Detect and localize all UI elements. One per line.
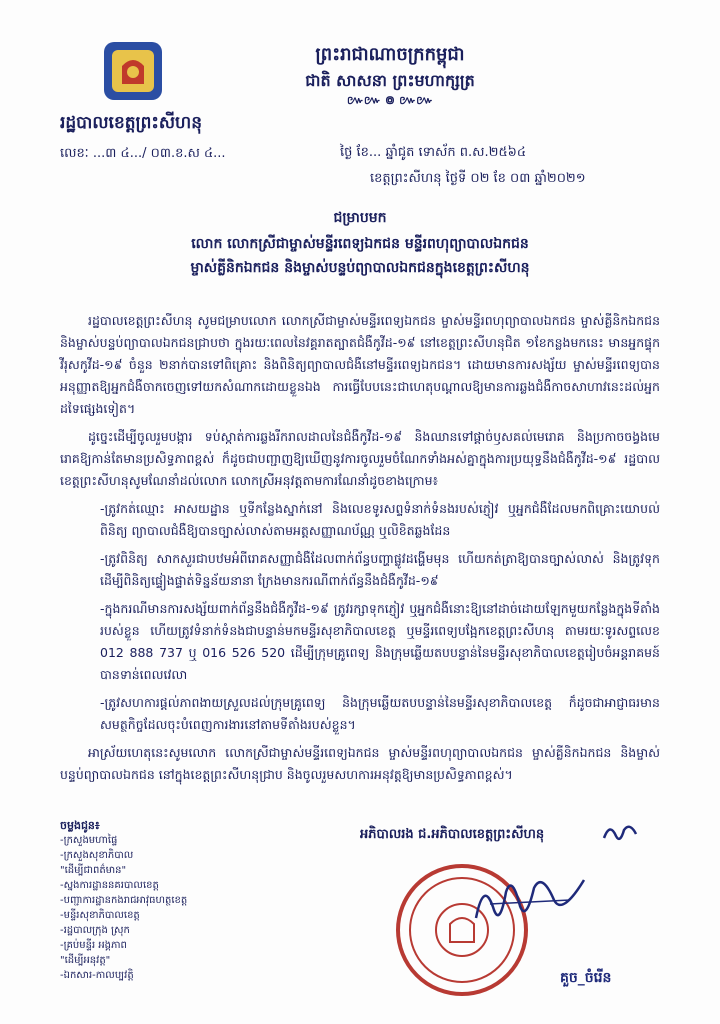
- cc-item: "ដើម្បីជាពត៌មាន": [60, 865, 127, 876]
- lunar-date: [340, 144, 526, 163]
- signer-name: គួច_ចំរើន: [560, 970, 612, 986]
- addressee-block: [60, 232, 660, 280]
- cc-item: -ក្រសួងសុខាភិបាល: [60, 850, 134, 861]
- instruction-item: -ត្រូវពិនិត្យ សាកសួរជាបឋមអំពីរោគសញ្ញាជំងឺដែលពាក់ព័ន្ធបញ្ហាផ្លូវដង្ហើមមុន ហើយកត់ត្រាឱ្យបានច្បាស់លាស់ និងត្រូវទុកដើម្បីពិនិត្យផ្ទៀងផ្ទាត់ទិន្នន័យនានា ក្រែងមានករណីពាក់ព័ន្ធនឹងជំងឺកូវីដ-១៩: [100, 551, 660, 588]
- handwritten-signature-icon: [470, 870, 590, 930]
- solar-date: ខេត្តព្រះសីហនុ ថ្ងៃទី ០២ ខែ ០៣ ឆ្នាំ២០២១: [370, 171, 586, 186]
- cc-item: -បញ្ជាការដ្ឋានកងរាជអាវុធហត្ថខេត្ត: [60, 895, 188, 906]
- closing-paragraph: អាស្រ័យហេតុនេះសូមលោក លោកស្រីជាម្ចាស់មន្ទីរពេទ្យឯកជន ម្ចាស់មន្ទីរពហុព្យាបាលឯកជន ម្ចាស់គ្លីនិកឯកជន និងម្ចាស់បន្ទប់ព្យាបាលឯកជន នៅក្នុងខេត្តព្រះសីហនុជ្រាប និងចូលរួមសហការអនុវត្តឱ្យមានប្រសិទ្ធភាពខ្ពស់។: [60, 745, 660, 782]
- lunar-date-mid: ខែ...: [356, 145, 382, 160]
- instruction-item: -ក្នុងករណីមានការសង្ស័យពាក់ព័ន្ធនឹងជំងឺកូវីដ-១៩ ត្រូវរក្សាទុកភ្ញៀវ ឬអ្នកជំងឺនោះឱ្យនៅដាច់ដោយឡែកមួយកន្លែងក្នុងទីតាំងរបស់ខ្លួន ហើយត្រូវទំនាក់ទំនងជាបន្ទាន់មកមន្ទីរសុខាភិបាលខេត្ត ឬមន្ទីរពេទ្យបង្អែកខេត្តព្រះសីហនុ តាមរយៈទូរសព្ទលេខ 012 888 737 ឬ 016 526 520 ដើម្បីក្រុមគ្រូពេទ្យ និងក្រុមឆ្លើយតបបន្ទាន់នៃមន្ទីរសុខាភិបាលខេត្តរៀបចំអន្តរាគមន៍បានទាន់ពេលវេលា: [100, 601, 660, 682]
- cc-list: [60, 818, 187, 983]
- addressee-line-1: លោក លោកស្រីជាម្ចាស់មន្ទីរពេទ្យឯកជន មន្ទីរពហុព្យាបាលឯកជន: [191, 236, 529, 252]
- letter-body: [60, 310, 660, 792]
- lunar-date-year: ឆ្នាំជូត ទោស័ក ព.ស.២៥៦៤: [385, 145, 527, 160]
- issuing-organization: រដ្ឋបាលខេត្តព្រះសីហនុ: [60, 113, 203, 133]
- instruction-item: -ត្រូវកត់ឈ្មោះ អាសយដ្ឋាន ឬទីកន្លែងស្នាក់នៅ និងលេខទូរសព្ទទំនាក់ទំនងរបស់ភ្ញៀវ ឬអ្នកជំងឺដែលមកពិគ្រោះយោបល់ ពិនិត្យ ព្យាបាលជំងឺឱ្យបានច្បាស់លាស់តាមអត្តសញ្ញាណប័ណ្ណ ឬលិខិតឆ្លងដែន: [100, 501, 660, 538]
- signer-title: អភិបាលរង ជ.អភិបាលខេត្តព្រះសីហនុ: [360, 827, 545, 842]
- kingdom-title: ព្រះរាជាណាចក្រកម្ពុជា: [315, 44, 465, 65]
- body-paragraph: ដូច្នេះដើម្បីចូលរួមបង្ការ ទប់ស្កាត់ការឆ្លងរីករាលដាលនៃជំងឺកូវីដ-១៩ និងឈានទៅផ្តាច់ឫសគល់មេរោគ និងប្រកាចចង្វងមេរោគឱ្យកាន់តែមានប្រសិទ្ធភាពខ្ពស់ ក៏ដូចជាបញ្ជាញឱ្យឃើញនូវការចូលរួមចំណែកទាំងអស់គ្នាក្នុងការប្រយុទ្ធនឹងជំងឺកូវីដ-១៩ រដ្ឋបាលខេត្តព្រះសីហនុសូមណែនាំដល់លោក លោកស្រីអនុវត្តតាមការណែនាំដូចខាងក្រោម៖: [60, 429, 660, 488]
- national-motto: ជាតិ សាសនា ព្រះមហាក្សត្រ: [305, 71, 475, 90]
- handwritten-mark-icon: [600, 820, 640, 846]
- provincial-logo-icon: [100, 38, 166, 104]
- cc-item: -ស្នងការដ្ឋាននគរបាលខេត្ត: [60, 880, 159, 891]
- reference-value: ...៣ ៤.../ ០៣.ខ.ស ៤...: [92, 146, 226, 161]
- reference-label: លេខៈ: [60, 146, 89, 161]
- body-paragraph: រដ្ឋបាលខេត្តព្រះសីហនុ សូមជម្រាបលោក លោកស្រីជាម្ចាស់មន្ទីរពេទ្យឯកជន ម្ចាស់មន្ទីរពហុព្យាបាលឯកជន ម្ចាស់គ្លីនិកឯកជន និងម្ចាស់បន្ទប់ព្យាបាលឯកជនជ្រាបថា ក្នុងរយៈពេលនៃវគ្គរាតត្បាតជំងឺកូវីដ-១៩ នៅខេត្តព្រះសីហនុជិត ១ខែកន្លងមកនេះ មានអ្នកផ្ទុកវីរុសកូវីដ-១៩ ចំនួន ២នាក់បានទៅពិគ្រោះ និងពិនិត្យព្យាបាលជំងឺនៅមន្ទីរពេទ្យឯកជន។ ដោយមានការសង្ស័យ ម្ចាស់មន្ទីរពេទ្យបានអនុញ្ញាតឱ្យអ្នកជំងឺចាកចេញទៅយកសំណាកដោយខ្លួនឯង ការធ្វើបែបនេះជាហេតុបណ្តាលឱ្យមានការឆ្លងជំងឺកាចសាហាវនេះដល់អ្នកដទៃផ្សេងទៀត។: [60, 313, 660, 416]
- addressee-line-2: ម្ចាស់គ្លីនិកឯកជន និងម្ចាស់បន្ទប់ព្យាបាលឯកជនក្នុងខេត្តព្រះសីហនុ: [190, 260, 530, 276]
- header-ornament: ៚៚ ៙ ៚៚: [346, 93, 434, 107]
- reference-number: [60, 145, 226, 164]
- salutation-heading: ជម្រាបមក: [333, 210, 387, 226]
- cc-title: ចម្លងជូន៖: [60, 819, 100, 832]
- cc-item: -មន្ទីរសុខាភិបាលខេត្ត: [60, 910, 140, 921]
- cc-item: -គ្រប់មន្ទីរ អង្គភាព: [60, 940, 127, 951]
- lunar-date-label: ថ្ងៃ: [340, 145, 353, 160]
- cc-item: -ក្រសួងមហាផ្ទៃ: [60, 835, 118, 846]
- cc-item: -ឯកសារ-កាលប្បវត្តិ: [60, 970, 134, 981]
- cc-item: -រដ្ឋបាលក្រុង ស្រុក: [60, 925, 130, 936]
- instruction-item: -ត្រូវសហការផ្តល់ភាពងាយស្រួលដល់ក្រុមគ្រូពេទ្យ និងក្រុមឆ្លើយតបបន្ទាន់នៃមន្ទីរសុខាភិបាលខេត្ត ក៏ដូចជាអាជ្ញាធរមានសមត្ថកិច្ចដែលចុះបំពេញការងារនៅតាមទីតាំងរបស់ខ្លួន។: [100, 695, 660, 732]
- cc-item: "ដើម្បីអនុវត្ត": [60, 955, 111, 966]
